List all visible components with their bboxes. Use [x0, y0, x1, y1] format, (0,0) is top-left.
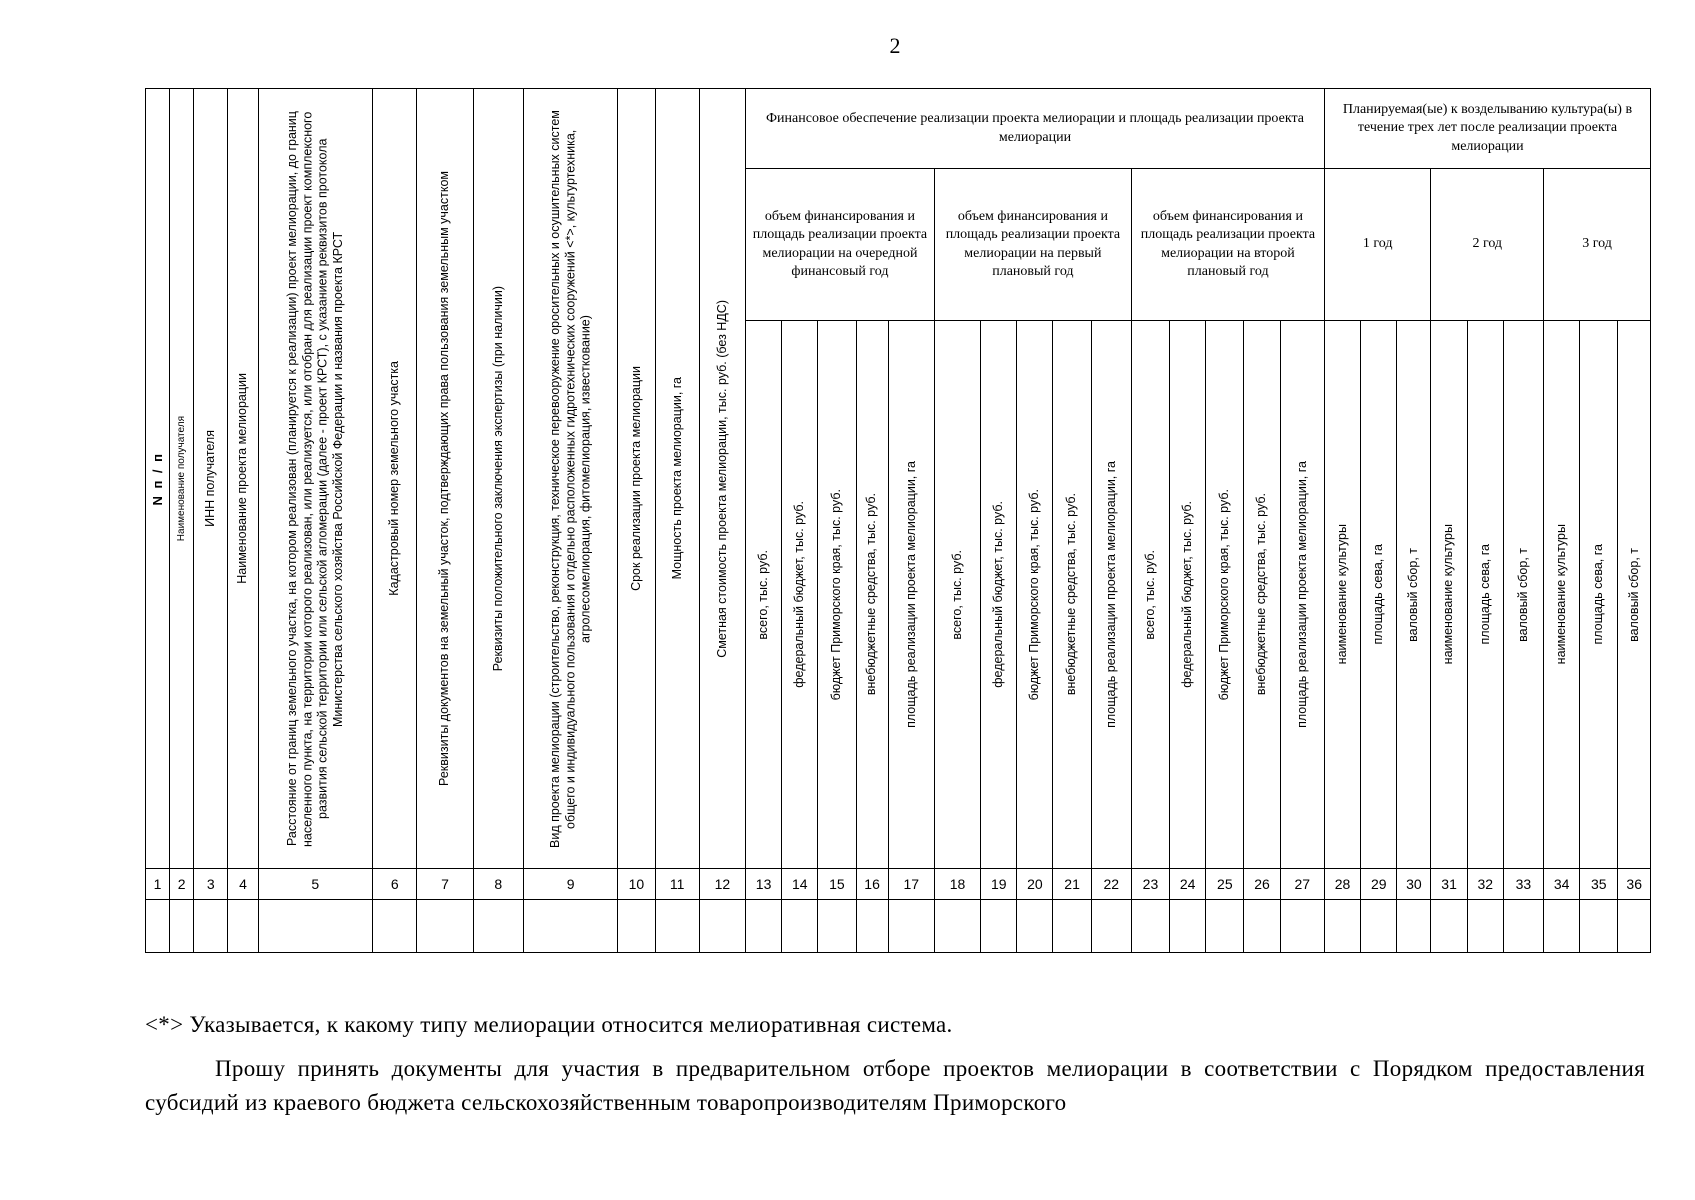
column-number: 20	[1017, 869, 1053, 900]
empty-cell[interactable]	[373, 900, 417, 953]
finance-current-year-header: объем финансирования и площадь реализации проекта мелиорации на очередной финансовый год	[745, 169, 934, 321]
year-1-header: 1 год	[1324, 169, 1431, 321]
sub-regional-header: бюджет Приморского края, тыс. руб.	[818, 321, 856, 869]
column-number: 30	[1397, 869, 1431, 900]
sub-sowing-area-header: площадь сева, га	[1467, 321, 1503, 869]
column-number: 11	[655, 869, 699, 900]
column-number: 35	[1580, 869, 1618, 900]
column-number: 27	[1280, 869, 1324, 900]
empty-cell[interactable]	[1280, 900, 1324, 953]
column-number: 24	[1170, 869, 1206, 900]
sub-area-header: площадь реализации проекта мелиорации, га	[1280, 321, 1324, 869]
column-number: 22	[1091, 869, 1131, 900]
empty-cell[interactable]	[1467, 900, 1503, 953]
empty-cell[interactable]	[1431, 900, 1467, 953]
col-project-name-header: Наименование проекта мелиорации	[228, 89, 258, 869]
sub-total-header: всего, тыс. руб.	[934, 321, 980, 869]
column-number: 16	[856, 869, 888, 900]
column-number: 34	[1544, 869, 1580, 900]
column-numbers-row	[146, 869, 1651, 900]
sub-culture-name-header: наименование культуры	[1324, 321, 1360, 869]
column-number: 17	[888, 869, 934, 900]
sub-gross-harvest-header: валовый сбор, т	[1397, 321, 1431, 869]
request-paragraph: Прошу принять документы для участия в предварительном отборе проектов мелиорации в соответствии с Порядком предоставления субсидий из краевого бюджета сельскохозяйственным товаропроизводителям Приморского	[145, 1056, 1645, 1115]
column-number: 4	[228, 869, 258, 900]
column-number: 2	[170, 869, 194, 900]
sub-area-header: площадь реализации проекта мелиорации, га	[1091, 321, 1131, 869]
empty-cell[interactable]	[655, 900, 699, 953]
col-estimated-cost-header: Сметная стоимость проекта мелиорации, тыс. руб. (без НДС)	[699, 89, 745, 869]
column-number: 13	[745, 869, 781, 900]
empty-cell[interactable]	[1206, 900, 1244, 953]
sub-gross-harvest-header: валовый сбор, т	[1503, 321, 1543, 869]
sub-culture-name-header: наименование культуры	[1544, 321, 1580, 869]
column-number: 19	[981, 869, 1017, 900]
sub-offbudget-header: внебюджетные средства, тыс. руб.	[856, 321, 888, 869]
sub-total-header: всего, тыс. руб.	[745, 321, 781, 869]
sub-federal-header: федеральный бюджет, тыс. руб.	[1170, 321, 1206, 869]
column-number: 32	[1467, 869, 1503, 900]
column-number: 3	[194, 869, 228, 900]
empty-cell[interactable]	[258, 900, 373, 953]
column-number: 8	[473, 869, 523, 900]
column-number: 23	[1131, 869, 1169, 900]
finance-group-header: Финансовое обеспечение реализации проекта мелиорации и площадь реализации проекта мелиорации	[745, 89, 1324, 169]
empty-cell[interactable]	[473, 900, 523, 953]
sub-offbudget-header: внебюджетные средства, тыс. руб.	[1244, 321, 1280, 869]
sub-sowing-area-header: площадь сева, га	[1580, 321, 1618, 869]
column-number: 6	[373, 869, 417, 900]
sub-total-header: всего, тыс. руб.	[1131, 321, 1169, 869]
sub-federal-header: федеральный бюджет, тыс. руб.	[981, 321, 1017, 869]
empty-cell[interactable]	[1503, 900, 1543, 953]
col-inn-header: ИНН получателя	[194, 89, 228, 869]
year-2-header: 2 год	[1431, 169, 1544, 321]
column-number: 1	[146, 869, 170, 900]
column-number: 18	[934, 869, 980, 900]
finance-second-plan-year-header: объем финансирования и площадь реализации проекта мелиорации на второй плановый год	[1131, 169, 1324, 321]
sub-regional-header: бюджет Приморского края, тыс. руб.	[1017, 321, 1053, 869]
col-project-type-header: Вид проекта мелиорации (строительство, реконструкция, техническое перевооружение оросительных и осушительных систем общего и индивидуального пользования и отдельно расположенных гидротехнических сооружений <*>, культуртехника, агролесомелиорация, фитомелиорация, известкование)	[523, 89, 617, 869]
column-number: 5	[258, 869, 373, 900]
application-table	[145, 88, 1651, 953]
page-number: 2	[889, 33, 901, 58]
sub-culture-name-header: наименование культуры	[1431, 321, 1467, 869]
col-recipient-name-header: Наименование получателя	[170, 89, 194, 869]
sub-regional-header: бюджет Приморского края, тыс. руб.	[1206, 321, 1244, 869]
column-number: 25	[1206, 869, 1244, 900]
empty-cell[interactable]	[1170, 900, 1206, 953]
sub-offbudget-header: внебюджетные средства, тыс. руб.	[1053, 321, 1091, 869]
sub-gross-harvest-header: валовый сбор, т	[1618, 321, 1651, 869]
empty-cell[interactable]	[782, 900, 818, 953]
empty-cell[interactable]	[523, 900, 617, 953]
column-number: 15	[818, 869, 856, 900]
empty-cell[interactable]	[856, 900, 888, 953]
empty-data-row	[146, 900, 1651, 953]
empty-cell[interactable]	[1244, 900, 1280, 953]
empty-cell[interactable]	[228, 900, 258, 953]
empty-cell[interactable]	[170, 900, 194, 953]
empty-cell[interactable]	[1324, 900, 1360, 953]
column-number: 33	[1503, 869, 1543, 900]
col-np-header: N п / п	[146, 89, 170, 869]
col-cadastral-header: Кадастровый номер земельного участка	[373, 89, 417, 869]
column-number: 28	[1324, 869, 1360, 900]
empty-cell[interactable]	[146, 900, 170, 953]
column-number: 21	[1053, 869, 1091, 900]
empty-cell[interactable]	[1017, 900, 1053, 953]
column-number: 10	[618, 869, 655, 900]
empty-cell[interactable]	[934, 900, 980, 953]
empty-cell[interactable]	[1618, 900, 1651, 953]
col-land-docs-header: Реквизиты документов на земельный участок, подтверждающих права пользования земельным участком	[417, 89, 473, 869]
empty-cell[interactable]	[1544, 900, 1580, 953]
empty-cell[interactable]	[1131, 900, 1169, 953]
column-number: 26	[1244, 869, 1280, 900]
empty-cell[interactable]	[194, 900, 228, 953]
col-expertise-header: Реквизиты положительного заключения экспертизы (при наличии)	[473, 89, 523, 869]
empty-cell[interactable]	[1091, 900, 1131, 953]
column-number: 12	[699, 869, 745, 900]
column-number: 36	[1618, 869, 1651, 900]
column-number: 14	[782, 869, 818, 900]
empty-cell[interactable]	[745, 900, 781, 953]
footnote: <*> Указывается, к какому типу мелиорации относится мелиоративная система.	[145, 1012, 953, 1037]
col-distance-header: Расстояние от границ земельного участка, на котором реализован (планируется к реализации) проект мелиорации, до границ населенного пункта, на территории которого реализован, или реализуется, или отобран для реализации проект комплексного развития сельской территории или сельской агломерации (далее - проект КРСТ), с указанием реквизитов протокола Министерства сельского хозяйства Российской Федерации и названия проекта КРСТ	[258, 89, 373, 869]
empty-cell[interactable]	[981, 900, 1017, 953]
sub-sowing-area-header: площадь сева, га	[1361, 321, 1397, 869]
finance-first-plan-year-header: объем финансирования и площадь реализации проекта мелиорации на первый плановый год	[934, 169, 1131, 321]
empty-cell[interactable]	[1361, 900, 1397, 953]
empty-cell[interactable]	[818, 900, 856, 953]
column-number: 9	[523, 869, 617, 900]
empty-cell[interactable]	[699, 900, 745, 953]
empty-cell[interactable]	[618, 900, 655, 953]
sub-federal-header: федеральный бюджет, тыс. руб.	[782, 321, 818, 869]
culture-group-header: Планируемая(ые) к возделыванию культура(ы) в течение трех лет после реализации проекта мелиорации	[1324, 89, 1650, 169]
empty-cell[interactable]	[1397, 900, 1431, 953]
column-number: 7	[417, 869, 473, 900]
column-number: 31	[1431, 869, 1467, 900]
year-3-header: 3 год	[1544, 169, 1651, 321]
empty-cell[interactable]	[417, 900, 473, 953]
sub-area-header: площадь реализации проекта мелиорации, га	[888, 321, 934, 869]
col-term-header: Срок реализации проекта мелиорации	[618, 89, 655, 869]
empty-cell[interactable]	[888, 900, 934, 953]
column-number: 29	[1361, 869, 1397, 900]
col-capacity-header: Мощность проекта мелиорации, га	[655, 89, 699, 869]
empty-cell[interactable]	[1053, 900, 1091, 953]
empty-cell[interactable]	[1580, 900, 1618, 953]
